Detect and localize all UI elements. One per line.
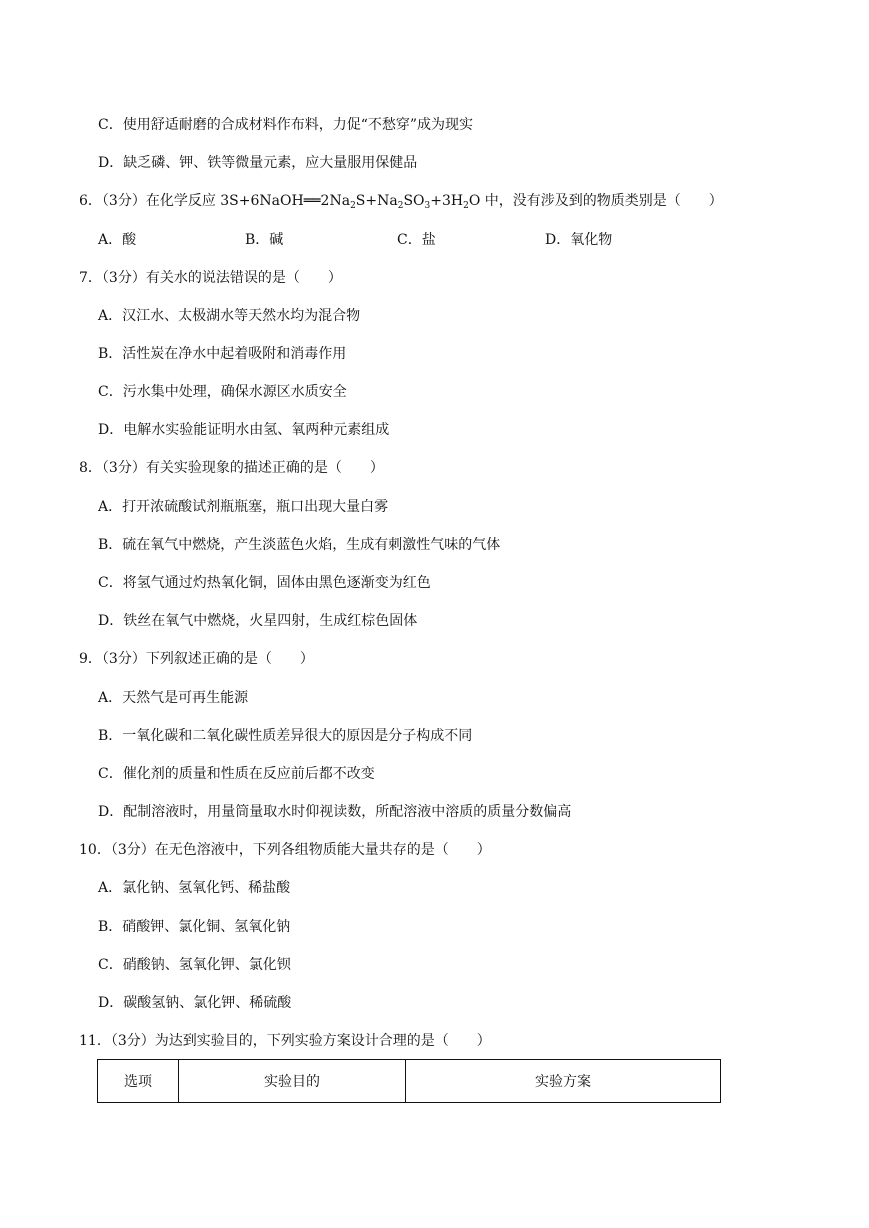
table-header-row (98, 1060, 721, 1103)
q10-stem: 10．（3分）在无色溶液中，下列各组物质能大量共存的是（ ） (79, 842, 491, 858)
q8-stem: 8．（3分）有关实验现象的描述正确的是（ ） (79, 460, 384, 476)
q10-option-b: B．硝酸钾、氯化铜、氢氧化钠 (98, 919, 291, 935)
q6-formula-part: SO (403, 193, 425, 209)
q9-option-b: B．一氧化碳和二氧化碳性质差异很大的原因是分子构成不同 (98, 728, 473, 744)
q6-stem-prefix: 6．（3分）在化学反应 3S+6NaOH (79, 193, 304, 209)
q5-option-d: D．缺乏磷、钾、铁等微量元素，应大量服用保健品 (98, 155, 418, 171)
q8-option-c: C．将氢气通过灼热氧化铜，固体由黑色逐渐变为红色 (98, 575, 431, 591)
q6-subscript: 3 (424, 201, 431, 211)
q6-option-c: C．盐 (397, 232, 436, 248)
q9-option-d: D．配制溶液时，用量筒量取水时仰视读数，所配溶液中溶质的质量分数偏高 (98, 804, 572, 820)
q6-option-d: D．氧化物 (545, 232, 613, 248)
q9-option-a: A．天然气是可再生能源 (98, 690, 249, 706)
q11-stem: 11．（3分）为达到实验目的，下列实验方案设计合理的是（ ） (79, 1033, 491, 1049)
q7-option-d: D．电解水实验能证明水由氢、氧两种元素组成 (98, 422, 390, 438)
q6-subscript: 2 (463, 201, 469, 211)
q6-subscript: 2 (397, 201, 404, 211)
q6-formula-part: 2Na (320, 193, 351, 209)
q9-option-c: C．催化剂的质量和性质在反应前后都不改变 (98, 766, 375, 782)
q6-option-a: A．酸 (98, 232, 137, 248)
table-header-purpose: 实验目的 (179, 1060, 406, 1103)
q10-option-c: C．硝酸钠、氢氧化钾、氯化钡 (98, 957, 291, 973)
q10-option-d: D．碳酸氢钠、氯化钾、稀硫酸 (98, 995, 292, 1011)
q6-equation-sign: ══ (303, 193, 321, 209)
q7-option-c: C．污水集中处理，确保水源区水质安全 (98, 384, 347, 400)
q7-option-a: A．汉江水、太极湖水等天然水均为混合物 (98, 308, 361, 324)
q6-stem-tail: O 中，没有涉及到的物质类别是（ ） (468, 193, 723, 209)
q6-option-b: B．碱 (245, 232, 284, 248)
q7-option-b: B．活性炭在净水中起着吸附和消毒作用 (98, 346, 347, 362)
q10-option-a: A．氯化钠、氢氧化钙、稀盐酸 (98, 880, 291, 896)
q6-stem (79, 190, 723, 210)
table-header-plan: 实验方案 (406, 1060, 721, 1103)
q9-stem: 9．（3分）下列叙述正确的是（ ） (79, 651, 314, 667)
q6-subscript: 2 (350, 201, 356, 211)
q6-formula-part: S+Na (355, 193, 398, 209)
q7-stem: 7．（3分）有关水的说法错误的是（ ） (79, 270, 342, 286)
table-header-option: 选项 (98, 1060, 179, 1103)
q8-option-d: D．铁丝在氧气中燃烧，火星四射，生成红棕色固体 (98, 613, 418, 629)
q6-formula-part: +3H (430, 193, 464, 209)
q5-option-c: C．使用舒适耐磨的合成材料作布料，力促“不愁穿”成为现实 (98, 117, 474, 133)
q8-option-b: B．硫在氧气中燃烧，产生淡蓝色火焰，生成有刺激性气味的气体 (98, 537, 501, 553)
q8-option-a: A．打开浓硫酸试剂瓶瓶塞，瓶口出现大量白雾 (98, 499, 389, 515)
q11-table (97, 1059, 721, 1103)
